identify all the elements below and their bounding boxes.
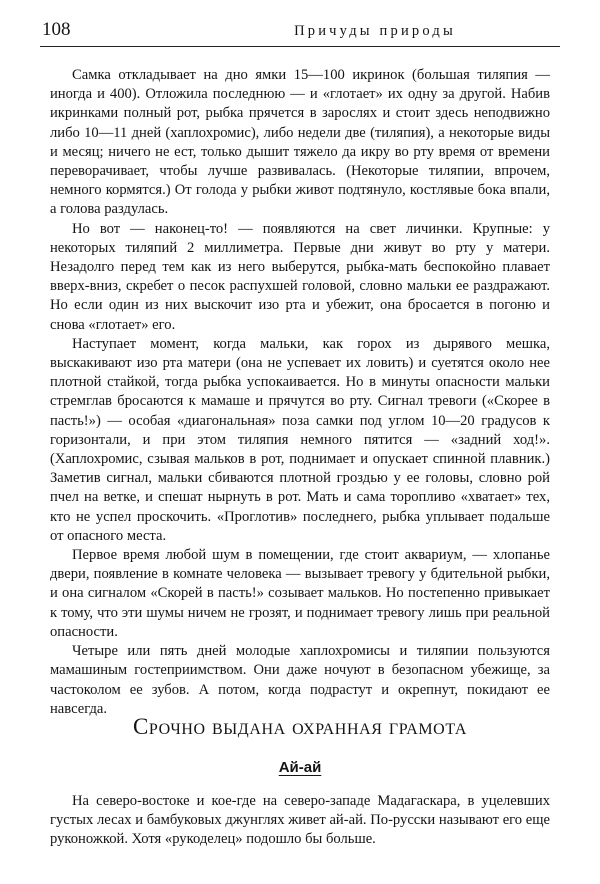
page-header — [40, 18, 560, 44]
page-number: 108 — [42, 19, 71, 40]
chapter-body — [50, 66, 550, 719]
paragraph: Самка откладывает на дно ямки 15—100 икринок (большая тиляпия — иногда и 400). Отложила последнюю — и «глотает» их одну за другой. Набив икринками полный рот, рыбка прячется в зарослях и стоит здесь неподвижно либо 10—11 дней (хаплохромис), либо недели две (тиляпия), а некоторые виды и месяц; ничего не ест, только дышит тяжело да икру во рту время от времени переворачивает, чтобы лучше развивалась. (Некоторые тиляпии, впрочем, немного кормятся.) От голода у рыбки живот подтянуло, костлявые бока впали, а голова раздулась. — [50, 67, 550, 218]
header-rule — [40, 46, 560, 47]
subsection-title — [40, 758, 560, 778]
section-title: Срочно выдана охранная грамота — [132, 714, 468, 739]
running-title: Причуды природы — [294, 23, 456, 39]
section-body — [50, 792, 550, 850]
paragraph: Первое время любой шум в помещении, где стоит аквариум, — хлопанье двери, появление в комнате человека — вызывает тревогу у бдительной рыбки, и она сигналом «Скорей в пасть!» созывает мальков. Но постепенно привыкает к тому, что эти шумы ничем не грозят, и поднимает тревогу лишь при реальной опасности. — [50, 547, 550, 640]
paragraph: Наступает момент, когда мальки, как горох из дырявого мешка, выскакивают изо рта матери (она не успевает их ловить) и суетятся около нее плотной стайкой, тогда рыбка успокаивается. Но в минуты опасности мальки стремглав бросаются к мамаше и прячутся во рту. Сигнал тревоги («Скорее в пасть!») — особая «диагональная» поза самки под углом 10—20 градусов к горизонтали, и при этом тиляпия немного пятится — «задний ход!». (Хаплохромис, сзывая мальков в рот, поднимает и опускает спинной плавник.) Заметив сигнал, мальки сбиваются плотной гроздью у ее головы, словно рой пчел на ветке, и спешат нырнуть в рот. Мать и сама торопливо «хватает» тех, кто не успел проскочить. «Проглотив» последнего, рыбка уплывает подальше от опасного места. — [50, 335, 550, 544]
paragraph: Четыре или пять дней молодые хаплохромисы и тиляпии пользуются мамашиным гостеприимством. Они даже ночуют в безопасном убежище, за частоколом ее зубов. А потом, когда подрастут и окрепнут, покидают ее навсегда. — [50, 643, 550, 717]
paragraph: Но вот — наконец-то! — появляются на свет личинки. Крупные: у некоторых тиляпий 2 миллиметра. Первые дни живут во рту у матери. Незадолго перед тем как из него выберутся, рыбка-мать беспокойно плавает вверх-вниз, скребет о песок распухшей головой, словно мальки ее раздражают. Но если один из них выскочит изо рта и убежит, она бросается в погоню и снова «глотает» его. — [50, 220, 550, 333]
paragraph: На северо-востоке и кое-где на северо-западе Мадагаскара, в уцелевших густых лесах и бамбуковых джунглях живет ай-ай. По-русски называют его еще руконожкой. Хотя «рукоделец» подошло бы больше. — [50, 793, 550, 848]
subsection-title-text: Ай-ай — [278, 759, 322, 776]
